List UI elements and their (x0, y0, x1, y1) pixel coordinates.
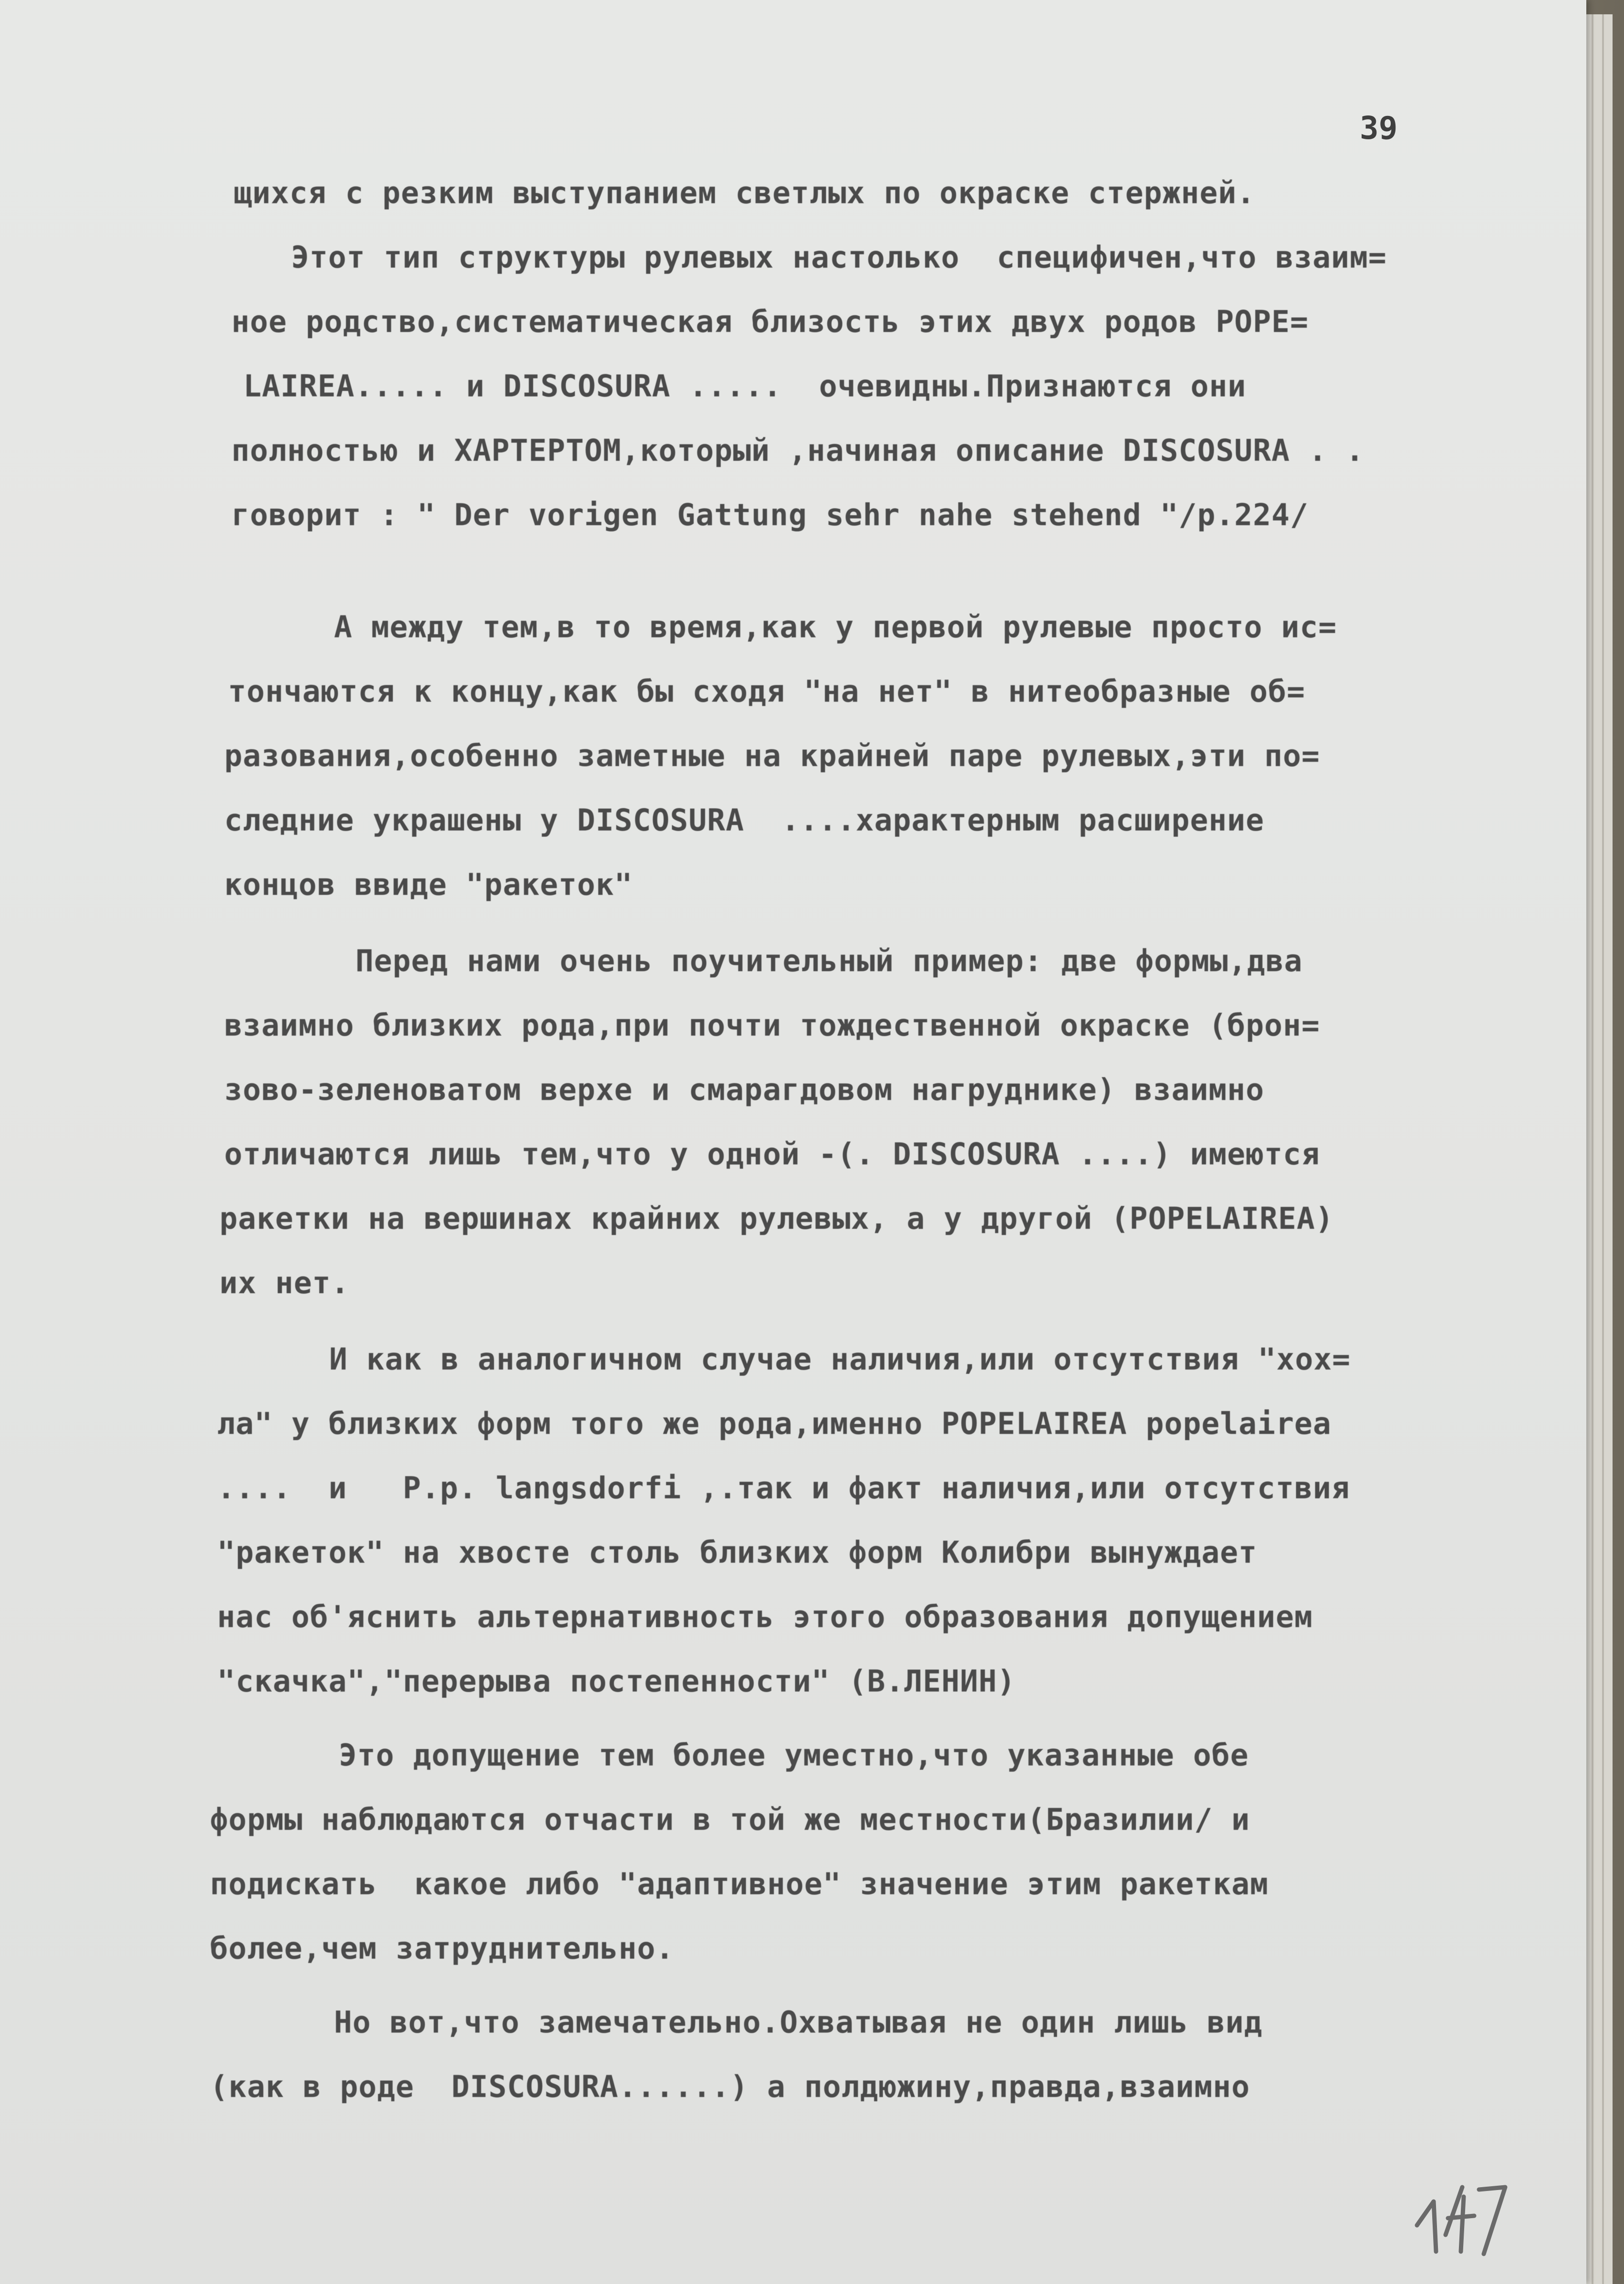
text-line: следние украшены у DISCOSURA ....характерным расширение (224, 803, 1265, 838)
text-line: Перед нами очень поучительный пример: две формы,два (355, 944, 1303, 978)
text-line: (как в роде DISCOSURA......) а полдюжину,правда,взаимно (210, 2069, 1250, 2104)
text-line: .... и P.p. langsdorfi ,.так и факт наличия,или отсутствия (217, 1471, 1350, 1505)
text-line: взаимно близких рода,при почти тождественной окраске (брон= (224, 1008, 1320, 1043)
text-line: ное родство,систематическая близость этих двух родов POPE= (231, 304, 1309, 339)
page-number: 39 (1360, 110, 1398, 146)
text-line: говорит : " Der vorigen Gattung sehr nahe stehend "/p.224/ (231, 498, 1309, 532)
text-line: отличаются лишь тем,что у одной -(. DISCOSURA ....) имеются (224, 1137, 1320, 1172)
text-line: А между тем,в то время,как у первой рулевые просто ис= (334, 610, 1337, 644)
text-line: ла" у близких форм того же рода,именно POPELAIREA popelairea (217, 1406, 1332, 1441)
text-line: Это допущение тем более уместно,что указанные обе (339, 1738, 1249, 1773)
text-line: нас об'яснить альтернативность этого образования допущением (217, 1599, 1313, 1634)
text-line: тончаются к концу,как бы сходя "на нет" в нитеобразные об= (228, 674, 1305, 709)
text-line: И как в аналогичном случае наличия,или отсутствия "хох= (329, 1342, 1351, 1377)
text-line: зово-зеленоватом верхе и смарагдовом нагруднике) взаимно (224, 1072, 1265, 1107)
text-line: "ракеток" на хвосте столь близких форм Колибри вынуждает (217, 1535, 1258, 1570)
text-line: подискать какое либо "адаптивное" значение этим ракеткам (210, 1867, 1269, 1901)
text-line: полностью и ХАРТЕРТОМ,который ,начиная описание DISCOSURA . . (231, 433, 1364, 468)
text-line: их нет. (219, 1266, 350, 1300)
handwritten-folio-number (1407, 2168, 1512, 2259)
text-line: концов ввиде "ракеток" (224, 867, 633, 902)
text-line: Этот тип структуры рулевых настолько специфичен,что взаим= (291, 240, 1387, 275)
text-line: LAIREA..... и DISCOSURA ..... очевидны.Признаются они (243, 369, 1247, 404)
text-line: "скачка","перерыва постепенности" (В.ЛЕНИН) (217, 1664, 1016, 1699)
text-line: ракетки на вершинах крайних рулевых, а у другой (POPELAIREA) (219, 1201, 1334, 1236)
text-line: Но вот,что замечательно.Охватывая не один лишь вид (334, 2005, 1263, 2040)
text-line: более,чем затруднительно. (210, 1931, 675, 1966)
text-line: щихся с резким выступанием светлых по окраске стержней. (234, 176, 1256, 210)
text-line: формы наблюдаются отчасти в той же местности(Бразилии/ и (210, 1802, 1250, 1837)
text-line: разования,особенно заметные на крайней паре рулевых,эти по= (224, 738, 1320, 773)
